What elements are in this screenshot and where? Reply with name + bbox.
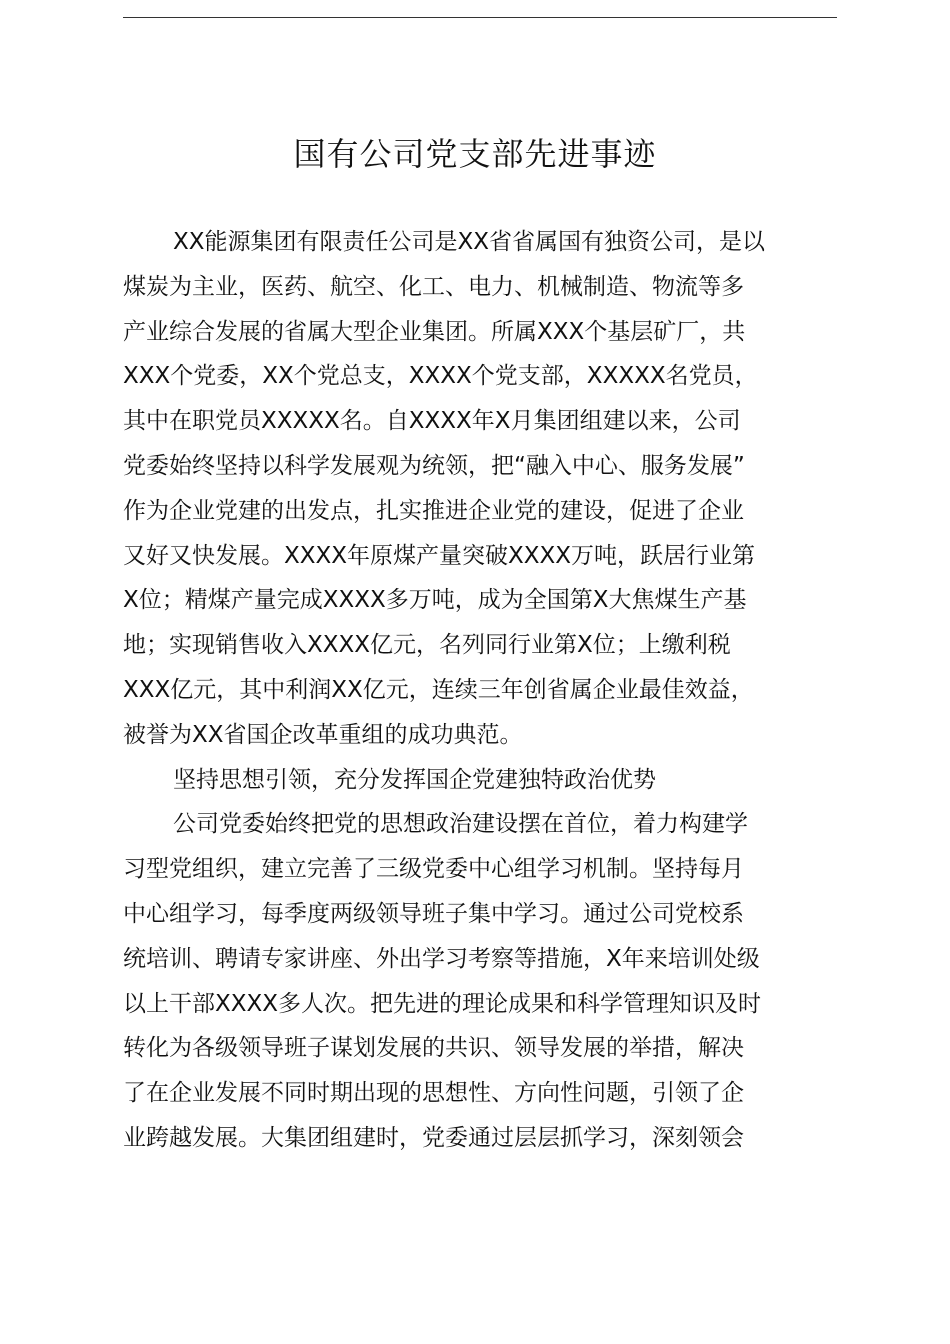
paragraph-line: 党委始终坚持以科学发展观为统领，把“融入中心、服务发展” xyxy=(123,452,745,479)
paragraph-line: XX能源集团有限责任公司是XX省省属国有独资公司，是以 xyxy=(173,229,766,255)
paragraph-line: 转化为各级领导班子谋划发展的共识、领导发展的举措，解决 xyxy=(123,1035,744,1062)
paragraph-line: X位；精煤产量完成XXXX多万吨，成为全国第X大焦煤生产基 xyxy=(123,587,747,614)
paragraph-line: 中心组学习，每季度两级领导班子集中学习。通过公司党校系 xyxy=(123,900,744,927)
paragraph-line: 统培训、聘请专家讲座、外出学习考察等措施，X年来培训处级 xyxy=(123,945,760,972)
paragraph-line: XXX个党委，XX个党总支，XXXX个党支部，XXXXX名党员， xyxy=(123,363,758,390)
paragraph-line: 产业综合发展的省属大型企业集团。所属XXX个基层矿厂，共 xyxy=(123,318,746,345)
paragraph-line: XXX亿元，其中利润XX亿元，连续三年创省属企业最佳效益， xyxy=(123,676,754,703)
paragraph-line: 地；实现销售收入XXXX亿元，名列同行业第X位；上缴利税 xyxy=(123,632,731,659)
paragraph-line: 以上干部XXXX多人次。把先进的理论成果和科学管理知识及时 xyxy=(123,990,762,1017)
header-rule xyxy=(123,17,837,18)
paragraph-line: 业跨越发展。大集团组建时，党委通过层层抓学习，深刻领会 xyxy=(123,1124,744,1151)
paragraph-line: 又好又快发展。XXXX年原煤产量突破XXXX万吨，跃居行业第 xyxy=(123,542,756,569)
paragraph-line: 其中在职党员XXXXX名。自XXXX年X月集团组建以来，公司 xyxy=(123,408,741,435)
section-heading: 坚持思想引领，充分发挥国企党建独特政治优势 xyxy=(173,766,656,793)
paragraph-line: 被誉为XX省国企改革重组的成功典范。 xyxy=(123,721,523,748)
paragraph-line: 了在企业发展不同时期出现的思想性、方向性问题，引领了企 xyxy=(123,1080,744,1107)
paragraph-line: 作为企业党建的出发点，扎实推进企业党的建设，促进了企业 xyxy=(123,497,744,524)
paragraph-line: 习型党组织，建立完善了三级党委中心组学习机制。坚持每月 xyxy=(123,856,744,883)
paragraph-line: 公司党委始终把党的思想政治建设摆在首位，着力构建学 xyxy=(173,811,748,838)
document-title: 国有公司党支部先进事迹 xyxy=(293,135,657,173)
document-body xyxy=(123,220,853,1161)
paragraph-line: 煤炭为主业，医药、航空、化工、电力、机械制造、物流等多 xyxy=(123,273,744,300)
